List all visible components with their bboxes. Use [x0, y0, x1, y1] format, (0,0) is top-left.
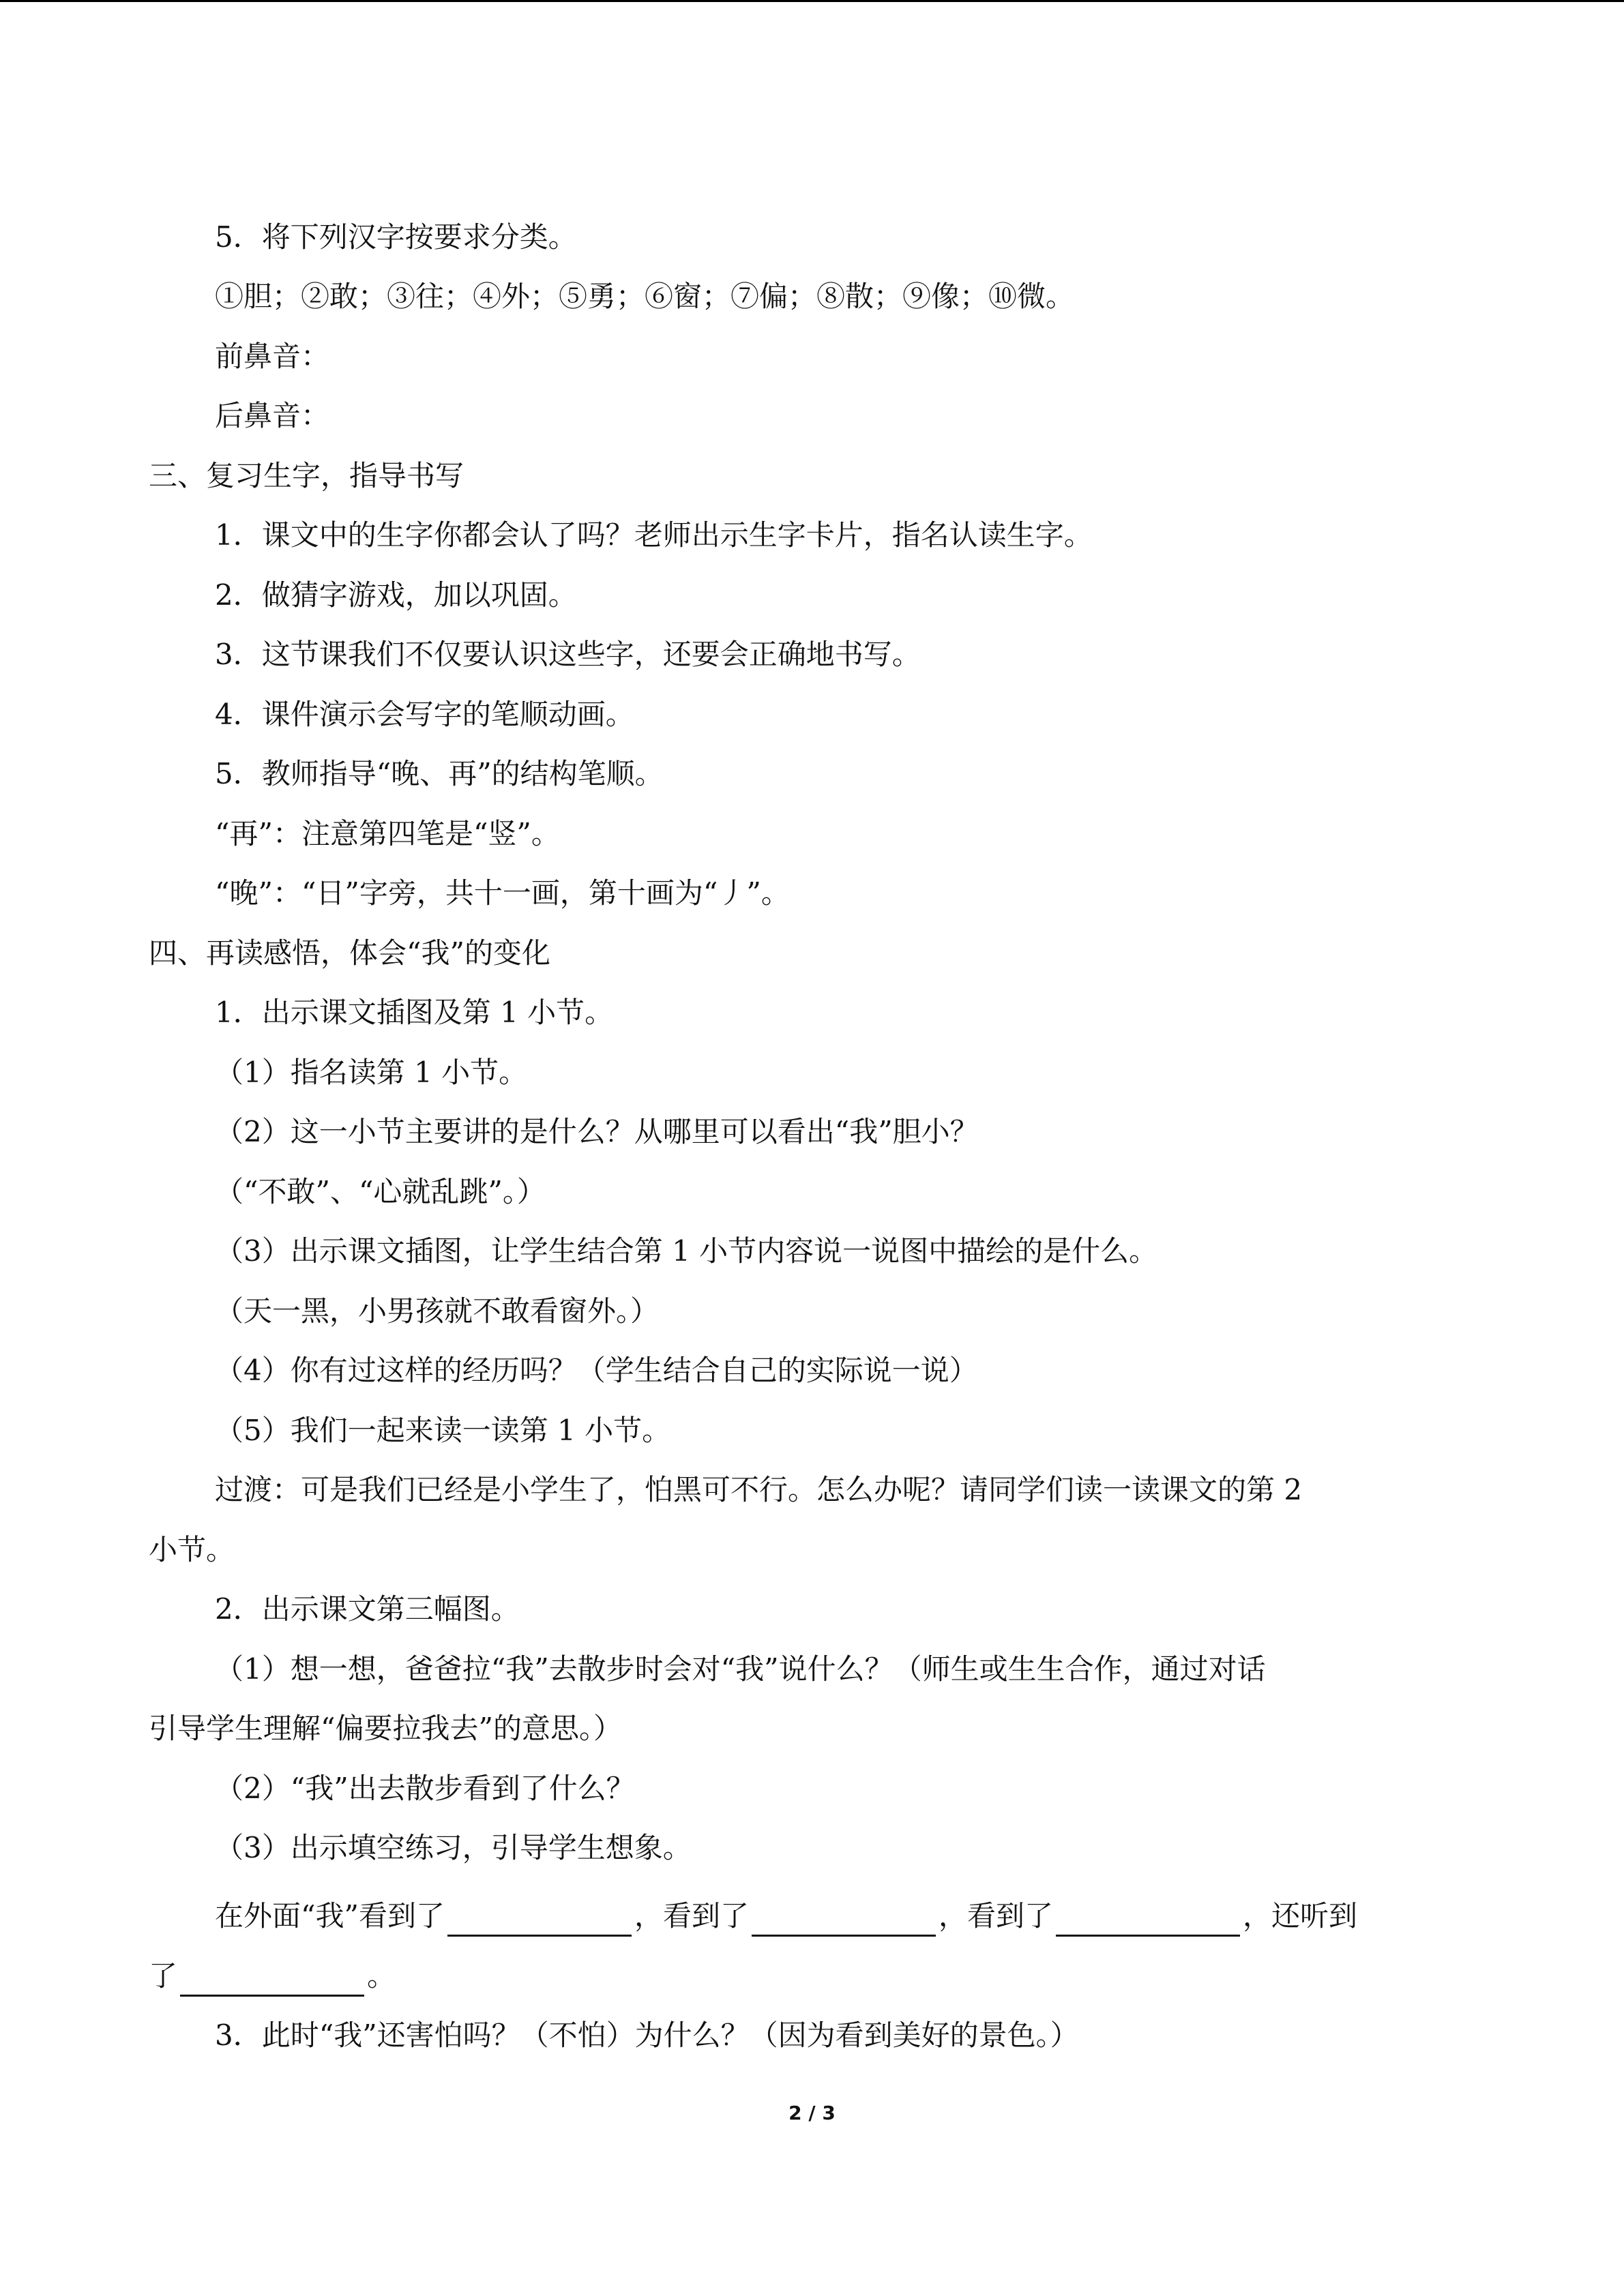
paragraph: （“不敢”、“心就乱跳”。）	[215, 1175, 546, 1208]
exercise-text: ，还听到	[1242, 1899, 1357, 1933]
section-heading: 三、复习生字，指导书写	[149, 459, 464, 492]
exercise-text: ，看到了	[938, 1899, 1053, 1933]
paragraph: 3．这节课我们不仅要认识这些字，还要会正确地书写。	[215, 638, 921, 671]
paragraph: （1）想一想，爸爸拉“我”去散步时会对“我”说什么？（师生或生生合作，通过对话	[215, 1652, 1266, 1686]
exercise-text: 了	[149, 1959, 178, 1993]
section-heading: 四、再读感悟，体会“我”的变化	[149, 936, 550, 970]
paragraph: 1．课文中的生字你都会认了吗？老师出示生字卡片，指名认读生字。	[215, 518, 1093, 552]
paragraph: 3．此时“我”还害怕吗？（不怕）为什么？（因为看到美好的景色。）	[215, 2018, 1079, 2052]
paragraph: 1．出示课文插图及第 1 小节。	[215, 996, 614, 1029]
paragraph: （3）出示课文插图，让学生结合第 1 小节内容说一说图中描绘的是什么。	[215, 1234, 1158, 1268]
page-number: 2 / 3	[788, 2102, 836, 2124]
paragraph: 前鼻音：	[215, 340, 330, 373]
paragraph: “再”：注意第四笔是“竖”。	[215, 817, 560, 850]
fill-in-exercise	[215, 1896, 1357, 1937]
fill-blank	[180, 1965, 364, 1997]
paragraph: （2）这一小节主要讲的是什么？从哪里可以看出“我”胆小？	[215, 1115, 979, 1148]
exercise-text: 。	[367, 1959, 396, 1993]
paragraph: 2．出示课文第三幅图。	[215, 1592, 520, 1626]
paragraph: 引导学生理解“偏要拉我去”的意思。）	[149, 1712, 622, 1745]
paragraph: （1）指名读第 1 小节。	[215, 1056, 528, 1089]
fill-blank	[447, 1905, 632, 1937]
paragraph: 小节。	[149, 1533, 235, 1566]
exercise-text: ，看到了	[634, 1899, 749, 1933]
paragraph: （3）出示填空练习，引导学生想象。	[215, 1831, 692, 1864]
paragraph: “晚”：“日”字旁，共十一画，第十画为“丿”。	[215, 876, 790, 910]
exercise-text: 在外面“我”看到了	[215, 1899, 445, 1933]
paragraph: 5．教师指导“晚、再”的结构笔顺。	[215, 757, 664, 790]
paragraph: （5）我们一起来读一读第 1 小节。	[215, 1414, 671, 1447]
fill-blank	[1056, 1905, 1240, 1937]
paragraph: 2．做猜字游戏，加以巩固。	[215, 578, 577, 612]
paragraph: ①胆；②敢；③往；④外；⑤勇；⑥窗；⑦偏；⑧散；⑨像；⑩微。	[215, 280, 1075, 313]
paragraph: 过渡：可是我们已经是小学生了，怕黑可不行。怎么办呢？请同学们读一读课文的第 2	[215, 1473, 1303, 1506]
paragraph: 5．将下列汉字按要求分类。	[215, 220, 577, 254]
fill-in-exercise	[149, 1956, 396, 1997]
paragraph: （2）“我”出去散步看到了什么？	[215, 1772, 635, 1805]
paragraph: （天一黑，小男孩就不敢看窗外。）	[215, 1294, 660, 1328]
paragraph: 后鼻音：	[215, 399, 330, 432]
paragraph: 4．课件演示会写字的笔顺动画。	[215, 698, 634, 731]
paragraph: （4）你有过这样的经历吗？（学生结合自己的实际说一说）	[215, 1354, 978, 1387]
page-top-border	[0, 0, 1624, 2]
fill-blank	[752, 1905, 936, 1937]
